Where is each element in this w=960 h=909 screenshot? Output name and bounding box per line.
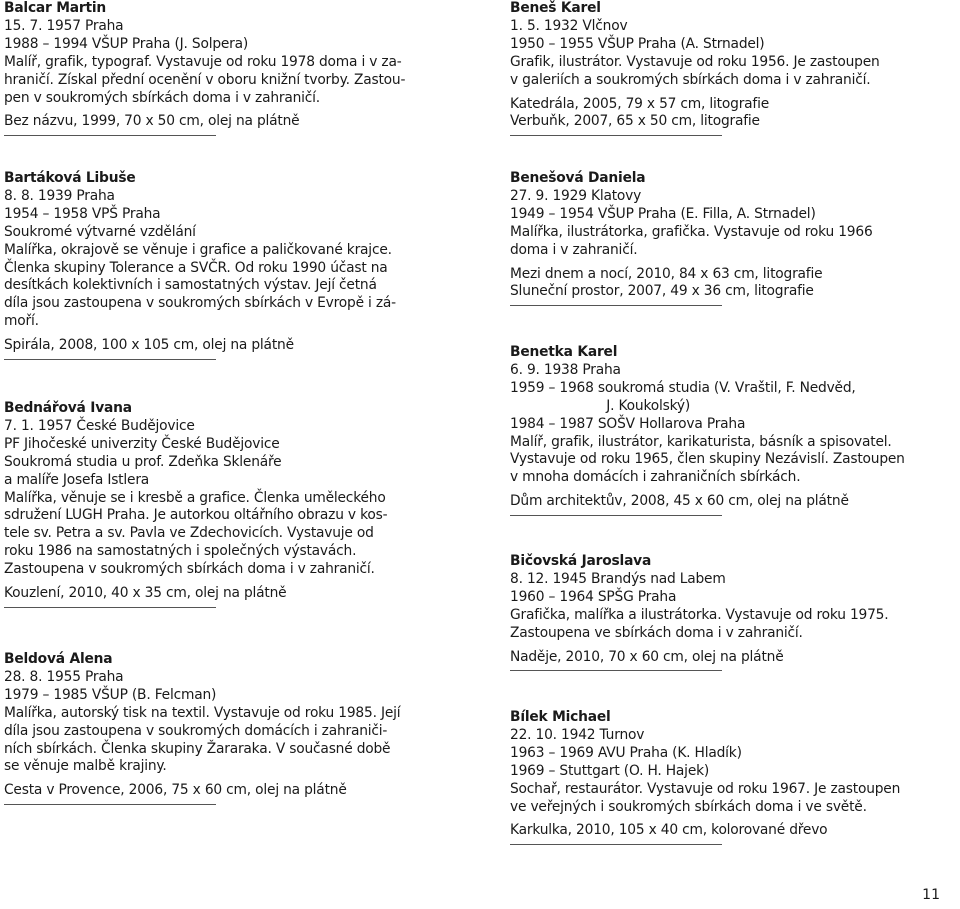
artist-name: Bednářová Ivana	[4, 400, 132, 416]
artist-entry	[4, 400, 459, 608]
artist-name: Balcar Martin	[4, 0, 107, 16]
artwork-caption: Katedrála, 2005, 79 x 57 cm, litografie	[510, 95, 769, 112]
bio-line: 1963 – 1969 AVU Praha (K. Hladík)	[510, 744, 742, 761]
artist-name: Bartáková Libuše	[4, 170, 136, 186]
bio-line: J. Koukolský)	[510, 397, 691, 414]
bio-line: 15. 7. 1957 Praha	[4, 17, 124, 34]
bio-line: Malířka, autorský tisk na textil. Vystavuje od roku 1985. Její	[4, 704, 401, 721]
bio-line: 22. 10. 1942 Turnov	[510, 726, 645, 743]
artist-name: Beneš Karel	[510, 0, 601, 16]
divider-rule	[510, 515, 722, 516]
bio-line: 1959 – 1968 soukromá studia (V. Vraštil, F. Nedvěd,	[510, 379, 856, 396]
artist-name: Bílek Michael	[510, 709, 611, 725]
divider-rule	[510, 844, 722, 845]
divider-rule	[4, 359, 216, 360]
artist-name: Benešová Daniela	[510, 170, 646, 186]
bio-line: moří.	[4, 313, 39, 330]
artist-entry	[510, 170, 955, 306]
bio-line: Malíř, grafik, ilustrátor, karikaturista, básník a spisovatel.	[510, 433, 892, 450]
bio-line: roku 1986 na samostatných i společných výstavách.	[4, 543, 357, 560]
bio-line: Grafik, ilustrátor. Vystavuje od roku 1956. Je zastoupen	[510, 53, 880, 70]
bio-line: 7. 1. 1957 České Budějovice	[4, 417, 195, 434]
bio-line: 8. 12. 1945 Brandýs nad Labem	[510, 570, 726, 587]
bio-line: doma i v zahraničí.	[510, 241, 638, 258]
bio-line: 8. 8. 1939 Praha	[4, 187, 115, 204]
bio-line: PF Jihočeské univerzity České Budějovice	[4, 435, 280, 452]
bio-line: se věnuje malbě krajiny.	[4, 758, 167, 775]
bio-line: Zastoupena v soukromých sbírkách doma i v zahraničí.	[4, 561, 375, 578]
artwork-caption: Kouzlení, 2010, 40 x 35 cm, olej na plátně	[4, 585, 287, 602]
bio-line: 27. 9. 1929 Klatovy	[510, 187, 642, 204]
artist-entry	[4, 651, 459, 805]
bio-line: 6. 9. 1938 Praha	[510, 361, 621, 378]
bio-line: hraničí. Získal přední ocenění v oboru knižní tvorby. Zastou-	[4, 71, 406, 88]
bio-line: pen v soukromých sbírkách doma i v zahraničí.	[4, 89, 320, 106]
bio-line: Vystavuje od roku 1965, člen skupiny Nezávislí. Zastoupen	[510, 451, 905, 468]
artist-name: Benetka Karel	[510, 344, 618, 360]
artist-name: Beldová Alena	[4, 651, 113, 667]
bio-line: Zastoupena ve sbírkách doma i v zahraničí.	[510, 624, 803, 641]
bio-line: díla jsou zastoupena v soukromých sbírkách v Evropě i zá-	[4, 295, 396, 312]
divider-rule	[4, 135, 216, 136]
bio-line: sdružení LUGH Praha. Je autorkou oltářního obrazu v kos-	[4, 507, 388, 524]
bio-line: 28. 8. 1955 Praha	[4, 668, 124, 685]
artwork-caption: Cesta v Provence, 2006, 75 x 60 cm, olej na plátně	[4, 782, 347, 799]
divider-rule	[510, 305, 722, 306]
bio-line: Soukromá studia u prof. Zdeňka Sklenáře	[4, 453, 282, 470]
bio-line: Sochař, restaurátor. Vystavuje od roku 1967. Je zastoupen	[510, 780, 901, 797]
bio-line: Malířka, ilustrátorka, grafička. Vystavuje od roku 1966	[510, 223, 873, 240]
artist-entry	[4, 170, 459, 360]
bio-line: 1949 – 1954 VŠUP Praha (E. Filla, A. Strnadel)	[510, 205, 816, 222]
artwork-caption: Verbuňk, 2007, 65 x 50 cm, litografie	[510, 113, 760, 130]
bio-line: 1979 – 1985 VŠUP (B. Felcman)	[4, 686, 217, 703]
artwork-caption: Sluneční prostor, 2007, 49 x 36 cm, litografie	[510, 283, 814, 300]
artwork-caption: Spirála, 2008, 100 x 105 cm, olej na plátně	[4, 337, 294, 354]
bio-line: Malířka, věnuje se i kresbě a grafice. Členka uměleckého	[4, 489, 386, 506]
artist-entry	[510, 0, 955, 136]
artist-name: Bičovská Jaroslava	[510, 553, 652, 569]
bio-line: desítkách kolektivních i samostatných výstav. Její četná	[4, 277, 377, 294]
divider-rule	[4, 607, 216, 608]
artwork-caption: Bez názvu, 1999, 70 x 50 cm, olej na plátně	[4, 113, 300, 130]
bio-line: v mnoha domácích i zahraničních sbírkách.	[510, 469, 801, 486]
bio-line: 1984 – 1987 SOŠV Hollarova Praha	[510, 415, 746, 432]
artist-entry	[4, 0, 459, 136]
artwork-caption: Dům architektův, 2008, 45 x 60 cm, olej na plátně	[510, 493, 849, 510]
divider-rule	[510, 135, 722, 136]
bio-line: v galeriích a soukromých sbírkách doma i v zahraničí.	[510, 71, 871, 88]
bio-line: a malíře Josefa Istlera	[4, 471, 150, 488]
artist-entry	[510, 709, 955, 845]
bio-line: Malířka, okrajově se věnuje i grafice a paličkované krajce.	[4, 241, 392, 258]
bio-line: Malíř, grafik, typograf. Vystavuje od roku 1978 doma i v za-	[4, 53, 402, 70]
divider-rule	[4, 804, 216, 805]
artwork-caption: Naděje, 2010, 70 x 60 cm, olej na plátně	[510, 648, 784, 665]
bio-line: 1969 – Stuttgart (O. H. Hajek)	[510, 762, 710, 779]
bio-line: ve veřejných i soukromých sbírkách doma i ve světě.	[510, 798, 867, 815]
page-number: 11	[922, 887, 940, 903]
bio-line: 1960 – 1964 SPŠG Praha	[510, 588, 677, 605]
bio-line: 1988 – 1994 VŠUP Praha (J. Solpera)	[4, 35, 249, 52]
artwork-caption: Karkulka, 2010, 105 x 40 cm, kolorované dřevo	[510, 822, 828, 839]
bio-line: ních sbírkách. Členka skupiny Žararaka. V současné době	[4, 740, 391, 757]
bio-line: Členka skupiny Tolerance a SVČR. Od roku 1990 účast na	[4, 259, 388, 276]
artwork-caption: Mezi dnem a nocí, 2010, 84 x 63 cm, litografie	[510, 265, 823, 282]
bio-line: 1. 5. 1932 Vlčnov	[510, 17, 628, 34]
bio-line: díla jsou zastoupena v soukromých domácích i zahraniči-	[4, 722, 388, 739]
bio-line: tele sv. Petra a sv. Pavla ve Zdechovicích. Vystavuje od	[4, 525, 374, 542]
artist-entry	[510, 344, 955, 516]
bio-line: 1950 – 1955 VŠUP Praha (A. Strnadel)	[510, 35, 765, 52]
artist-entry	[510, 553, 955, 671]
bio-line: Grafička, malířka a ilustrátorka. Vystavuje od roku 1975.	[510, 606, 889, 623]
bio-line: Soukromé výtvarné vzdělání	[4, 223, 196, 240]
bio-line: 1954 – 1958 VPŠ Praha	[4, 205, 161, 222]
divider-rule	[510, 670, 722, 671]
